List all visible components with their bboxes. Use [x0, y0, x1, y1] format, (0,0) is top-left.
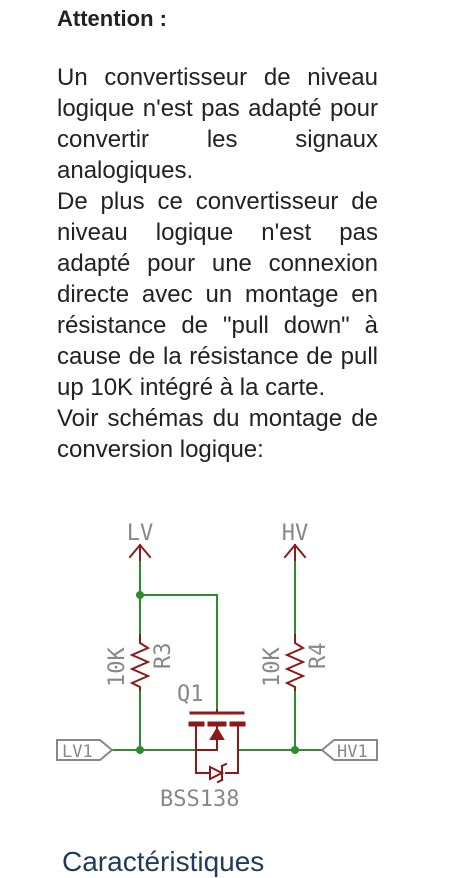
q1-mosfet — [191, 710, 243, 782]
attention-paragraph-1: Un convertisseur de niveau logique n'est pas adapté pour convertir les signaux analogiques. — [57, 64, 378, 184]
lv1-port-label: LV1 — [62, 742, 93, 762]
q1-part-label: BSS138 — [160, 787, 240, 812]
next-section-heading: Caractéristiques — [62, 846, 265, 877]
q1-name-label: Q1 — [177, 682, 204, 707]
hv1-port-label: HV1 — [337, 742, 368, 762]
article-content — [57, 0, 378, 465]
r3-resistor — [132, 635, 148, 690]
r3-value-label: 10K — [105, 647, 130, 687]
attention-heading: Attention : — [57, 6, 167, 31]
r4-resistor — [287, 635, 303, 690]
r4-name-label: R4 — [306, 642, 331, 669]
attention-paragraph-3: Voir schémas du montage de conversion logique: — [57, 405, 378, 463]
lv-label: LV — [126, 521, 154, 546]
r4-value-label: 10K — [260, 647, 285, 687]
hv-label: HV — [281, 521, 309, 546]
level-shifter-schematic — [50, 515, 390, 815]
attention-paragraph-2: De plus ce convertisseur de niveau logique n'est pas adapté pour une connexion directe avec un montage en résistance de "pull down" à cause de la résistance de pull up 10K intégré à la carte. — [57, 188, 378, 401]
r3-name-label: R3 — [151, 642, 176, 669]
